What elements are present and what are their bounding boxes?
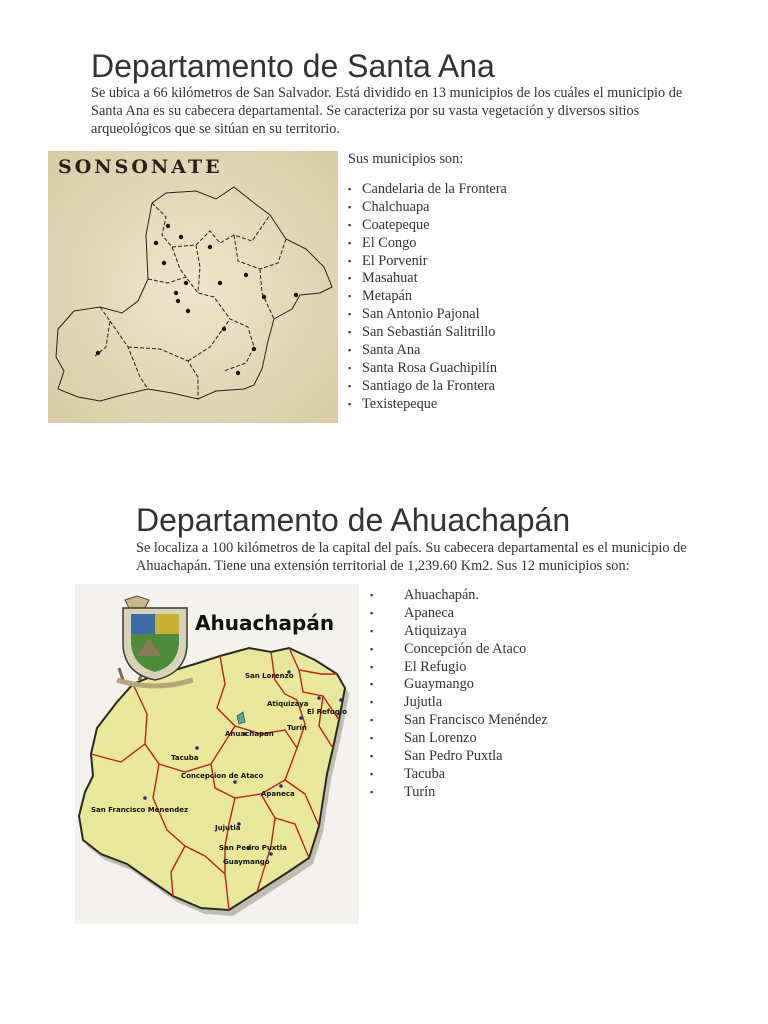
municipio-name: Ahuachapán. — [404, 587, 480, 603]
map-label-el-refugio: El Refugio — [307, 708, 348, 716]
bullet-icon: ▪ — [370, 661, 374, 672]
bullet-icon: ▪ — [370, 751, 374, 762]
municipio-name: San Antonio Pajonal — [362, 306, 480, 323]
municipio-name: Santa Rosa Guachipilín — [362, 359, 498, 376]
municipio-name: Candelaria de la Frontera — [362, 181, 507, 197]
bullet-icon: ▪ — [348, 201, 352, 212]
sonsonate-label: SONSONATE — [58, 156, 223, 178]
municipio-name: Coatepeque — [362, 216, 430, 233]
section2-municipios-list — [370, 587, 548, 802]
bullet-icon: ▪ — [370, 768, 374, 779]
ahuachapan-map — [75, 584, 359, 924]
municipio-list-item — [370, 605, 548, 623]
municipio-list-item — [370, 641, 548, 659]
section1-title: Departamento de Santa Ana — [91, 48, 495, 84]
bullet-icon: ▪ — [348, 398, 352, 409]
map-label-ahuachapan: Ahuachapan — [225, 730, 274, 738]
bullet-icon: ▪ — [348, 219, 352, 230]
municipio-name: Santiago de la Frontera — [362, 377, 496, 394]
bullet-icon: ▪ — [370, 590, 374, 600]
municipio-list-item — [348, 253, 507, 271]
bullet-icon: ▪ — [370, 607, 374, 618]
bullet-icon: ▪ — [348, 184, 352, 194]
bullet-icon: ▪ — [348, 273, 352, 284]
municipio-list-item — [348, 342, 507, 360]
bullet-icon: ▪ — [348, 380, 352, 391]
municipio-name: San Francisco Menéndez — [404, 712, 548, 729]
bullet-icon: ▪ — [348, 309, 352, 320]
municipio-name: Guaymango — [404, 676, 474, 693]
ahuachapan-map-title: Ahuachapán — [195, 611, 335, 635]
map-label-apaneca: Apaneca — [261, 790, 295, 798]
municipio-list-item — [348, 378, 507, 396]
bullet-icon: ▪ — [370, 733, 374, 744]
municipio-list-item — [348, 199, 507, 217]
municipio-name: Masahuat — [362, 270, 418, 287]
municipio-name: Apaneca — [404, 604, 455, 621]
municipio-name: Santa Ana — [362, 342, 421, 359]
municipio-name: Tacuba — [404, 765, 446, 782]
bullet-icon: ▪ — [370, 643, 374, 654]
municipio-list-item — [348, 324, 507, 342]
municipio-list-item — [370, 766, 548, 784]
section2-title: Departamento de Ahuachapán — [136, 502, 571, 538]
municipio-list-item — [370, 694, 548, 712]
municipio-name: Atiquizaya — [404, 622, 467, 639]
map-label-san-lorenzo: San Lorenzo — [245, 672, 294, 680]
municipio-list-item — [370, 784, 548, 802]
municipio-list-item — [348, 270, 507, 288]
municipio-name: San Lorenzo — [404, 730, 477, 747]
municipio-list-item — [348, 306, 507, 324]
municipio-name: El Porvenir — [362, 252, 428, 269]
municipio-list-item — [348, 217, 507, 235]
municipio-list-item — [370, 623, 548, 641]
map-label-atiquizaya: Atiquizaya — [267, 700, 309, 708]
map-label-tacuba: Tacuba — [171, 754, 199, 762]
sonsonate-map — [48, 151, 338, 423]
municipio-name: Jujutla — [404, 694, 443, 711]
municipio-name: El Congo — [362, 234, 417, 251]
municipio-list-item — [370, 730, 548, 748]
municipio-name: Metapán — [362, 288, 413, 305]
section1-description: Se ubica a 66 kilómetros de San Salvador. Está dividido en 13 municipios de los cuáles el municipio de Santa Ana es su cabecera departamental. Se caracteriza por su vasta vegetación y diversos sitios arqueológicos que se sitúan en su territorio. — [91, 85, 683, 137]
bullet-icon: ▪ — [348, 362, 352, 373]
map-label-san-francisco: San Francisco Menendez — [91, 806, 189, 814]
municipio-name: San Pedro Puxtla — [404, 748, 503, 765]
municipio-list-item — [370, 712, 548, 730]
municipio-name: El Refugio — [404, 658, 467, 675]
map-label-guaymango: Guaymango — [223, 858, 270, 866]
section1-municipios-list — [348, 181, 507, 414]
municipio-list-item — [348, 396, 507, 414]
municipio-name: Concepción de Ataco — [404, 640, 527, 657]
map-label-concepcion: Concepcion de Ataco — [181, 772, 264, 780]
bullet-icon: ▪ — [348, 327, 352, 338]
municipio-list-item — [348, 181, 507, 199]
section2-description: Se localiza a 100 kilómetros de la capital del país. Su cabecera departamental es el municipio de Ahuachapán. Tiene una extensión territorial de 1,239.60 Km2. Sus 12 municipios son: — [136, 540, 687, 574]
municipio-name: Texistepeque — [362, 395, 438, 412]
municipio-list-item — [348, 235, 507, 253]
bullet-icon: ▪ — [348, 345, 352, 356]
municipio-list-item — [370, 587, 548, 605]
municipio-list-item — [348, 360, 507, 378]
municipio-name: San Sebastián Salitrillo — [362, 324, 496, 341]
section1-list-intro: Sus municipios son: — [348, 151, 464, 167]
bullet-icon: ▪ — [348, 291, 352, 302]
municipio-list-item — [370, 748, 548, 766]
bullet-icon: ▪ — [370, 786, 374, 797]
municipio-name: Chalchuapa — [362, 198, 430, 215]
map-label-jujutla: Jujutla — [215, 824, 241, 832]
municipio-list-item — [370, 676, 548, 694]
map-label-turin: Turín — [287, 724, 307, 732]
bullet-icon: ▪ — [348, 255, 352, 266]
bullet-icon: ▪ — [348, 237, 352, 248]
municipio-list-item — [348, 288, 507, 306]
bullet-icon: ▪ — [370, 697, 374, 708]
municipio-name: Turín — [404, 783, 436, 800]
map-label-san-pedro: San Pedro Puxtla — [219, 844, 287, 852]
bullet-icon: ▪ — [370, 715, 374, 726]
municipio-list-item — [370, 659, 548, 677]
bullet-icon: ▪ — [370, 679, 374, 690]
bullet-icon: ▪ — [370, 625, 374, 636]
